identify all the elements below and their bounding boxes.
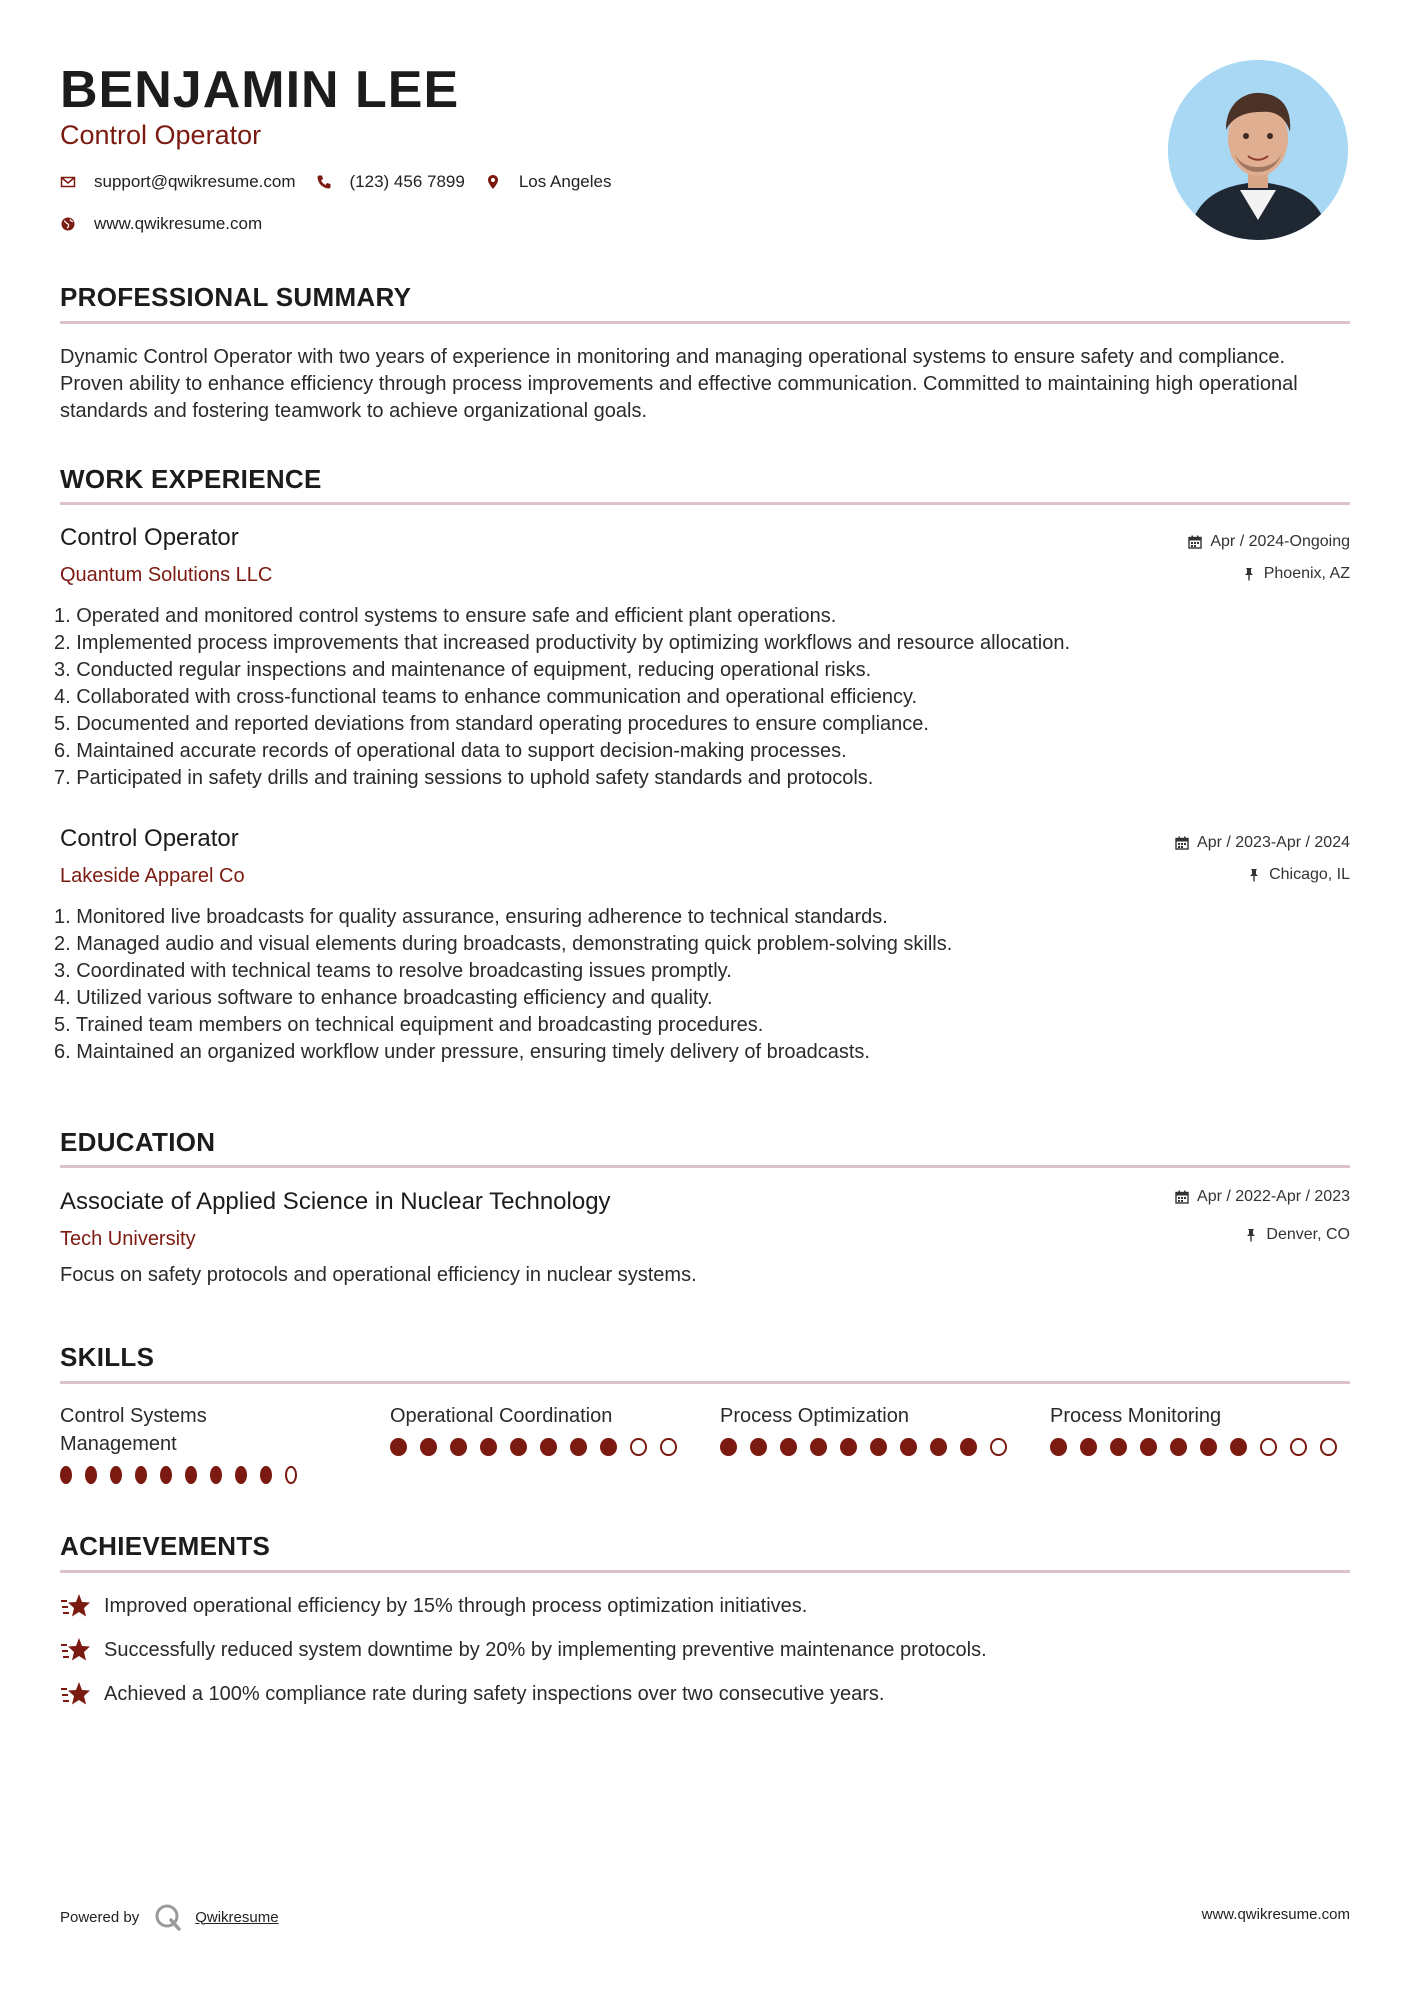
skill-name: Process Optimization xyxy=(720,1405,909,1427)
job-title: Control Operator xyxy=(60,524,239,551)
school-name: Tech University xyxy=(60,1228,196,1250)
rating-dot-filled xyxy=(160,1466,172,1484)
rating-dot-empty xyxy=(1320,1438,1337,1456)
list-item: 1. Operated and monitored control systems to ensure safe and efficient plant operations. xyxy=(54,605,837,627)
skill-name: Control Systems Management xyxy=(60,1405,207,1455)
rating-dot-filled xyxy=(1140,1438,1157,1456)
footer-website-link[interactable]: www.qwikresume.com xyxy=(1201,1906,1350,1923)
list-item: 3. Coordinated with technical teams to resolve broadcasting issues promptly. xyxy=(54,960,732,982)
rating-dot-filled xyxy=(510,1438,527,1456)
star-award-icon xyxy=(60,1592,92,1620)
rating-dot-filled xyxy=(1080,1438,1097,1456)
list-item: 4. Collaborated with cross-functional teams to enhance communication and operational efficiency. xyxy=(54,686,918,708)
rating-dot-empty xyxy=(630,1438,647,1456)
list-item: 5. Documented and reported deviations from standard operating procedures to ensure compliance. xyxy=(54,713,929,735)
experience-divider xyxy=(60,502,1350,505)
skill-rating xyxy=(720,1438,1020,1456)
job-location xyxy=(1242,565,1350,583)
rating-dot-filled xyxy=(870,1438,887,1456)
rating-dot-filled xyxy=(840,1438,857,1456)
rating-dot-filled xyxy=(135,1466,147,1484)
education-dates xyxy=(1175,1188,1350,1206)
list-item: 5. Trained team members on technical equipment and broadcasting procedures. xyxy=(54,1014,764,1036)
summary-divider xyxy=(60,321,1350,324)
rating-dot-filled xyxy=(420,1438,437,1456)
rating-dot-empty xyxy=(1260,1438,1277,1456)
location-text: Los Angeles xyxy=(518,172,612,191)
rating-dot-filled xyxy=(600,1438,617,1456)
rating-dot-filled xyxy=(235,1466,247,1484)
summary-heading: PROFESSIONAL SUMMARY xyxy=(60,282,412,312)
rating-dot-filled xyxy=(1050,1438,1067,1456)
job-bullets xyxy=(54,904,1350,1066)
achievements-heading: ACHIEVEMENTS xyxy=(60,1531,271,1561)
profile-photo xyxy=(1168,60,1348,240)
qwikresume-link[interactable]: Qwikresume xyxy=(195,1908,279,1926)
phone-text: (123) 456 7899 xyxy=(349,172,465,191)
job-company: Quantum Solutions LLC xyxy=(60,564,273,586)
candidate-role: Control Operator xyxy=(60,120,262,150)
achievement-item xyxy=(60,1592,807,1620)
education-heading: EDUCATION xyxy=(60,1127,216,1157)
calendar-icon xyxy=(1175,836,1189,850)
pushpin-icon xyxy=(1244,1228,1258,1242)
skill-name: Process Monitoring xyxy=(1050,1405,1222,1427)
contact-row-secondary xyxy=(60,214,282,234)
list-item: 3. Conducted regular inspections and maintenance of equipment, reducing operational risks. xyxy=(54,659,872,681)
achievement-text: Improved operational efficiency by 15% through process optimization initiatives. xyxy=(104,1594,808,1617)
rating-dot-filled xyxy=(450,1438,467,1456)
job-location-text: Chicago, IL xyxy=(1269,866,1350,883)
skill-item xyxy=(60,1402,310,1484)
powered-by-label: Powered by xyxy=(60,1908,140,1926)
job-dates xyxy=(1175,834,1350,852)
job-dates-text: Apr / 2024-Ongoing xyxy=(1210,533,1350,550)
rating-dot-empty xyxy=(660,1438,677,1456)
rating-dot-filled xyxy=(390,1438,407,1456)
job-company: Lakeside Apparel Co xyxy=(60,865,245,887)
rating-dot-filled xyxy=(900,1438,917,1456)
calendar-icon xyxy=(1175,1190,1189,1204)
job-bullets xyxy=(54,603,1350,792)
rating-dot-filled xyxy=(110,1466,122,1484)
rating-dot-filled xyxy=(210,1466,222,1484)
phone-icon xyxy=(316,174,332,190)
skill-item xyxy=(390,1402,690,1456)
map-pin-icon xyxy=(485,174,501,190)
contact-location xyxy=(485,172,612,192)
education-divider xyxy=(60,1165,1350,1168)
education-dates-text: Apr / 2022-Apr / 2023 xyxy=(1197,1188,1350,1205)
rating-dot-filled xyxy=(260,1466,272,1484)
pushpin-icon xyxy=(1242,567,1256,581)
job-title: Control Operator xyxy=(60,825,239,852)
calendar-icon xyxy=(1188,535,1202,549)
education-location-text: Denver, CO xyxy=(1266,1226,1350,1243)
skill-rating xyxy=(1050,1438,1350,1456)
skill-rating xyxy=(60,1466,310,1484)
skill-name: Operational Coordination xyxy=(390,1405,613,1427)
achievement-text: Achieved a 100% compliance rate during safety inspections over two consecutive years. xyxy=(104,1682,885,1705)
star-award-icon xyxy=(60,1680,92,1708)
rating-dot-filled xyxy=(570,1438,587,1456)
rating-dot-filled xyxy=(185,1466,197,1484)
email-text: support@qwikresume.com xyxy=(94,172,296,191)
skills-divider xyxy=(60,1381,1350,1384)
contact-row-primary xyxy=(60,172,631,192)
achievement-item xyxy=(60,1636,987,1664)
rating-dot-filled xyxy=(540,1438,557,1456)
list-item: 6. Maintained accurate records of operational data to support decision-making processes. xyxy=(54,740,847,762)
achievement-text: Successfully reduced system downtime by 20% by implementing preventive maintenance protocols. xyxy=(104,1638,987,1661)
rating-dot-filled xyxy=(780,1438,797,1456)
rating-dot-empty xyxy=(285,1466,297,1484)
experience-heading: WORK EXPERIENCE xyxy=(60,464,322,494)
job-dates-text: Apr / 2023-Apr / 2024 xyxy=(1197,834,1350,851)
rating-dot-filled xyxy=(1170,1438,1187,1456)
skill-item xyxy=(1050,1402,1350,1456)
list-item: 4. Utilized various software to enhance broadcasting efficiency and quality. xyxy=(54,987,713,1009)
achievements-divider xyxy=(60,1570,1350,1573)
rating-dot-filled xyxy=(750,1438,767,1456)
list-item: 2. Implemented process improvements that increased productivity by optimizing workflows and resource allocation. xyxy=(54,632,1071,654)
job-location xyxy=(1247,866,1350,884)
rating-dot-filled xyxy=(85,1466,97,1484)
rating-dot-empty xyxy=(1290,1438,1307,1456)
list-item: 6. Maintained an organized workflow under pressure, ensuring timely delivery of broadcasts. xyxy=(54,1041,870,1063)
rating-dot-filled xyxy=(930,1438,947,1456)
job-dates xyxy=(1188,533,1350,551)
rating-dot-filled xyxy=(1230,1438,1247,1456)
contact-email[interactable] xyxy=(60,172,296,192)
list-item: 2. Managed audio and visual elements during broadcasts, demonstrating quick problem-solving skills. xyxy=(54,933,953,955)
rating-dot-empty xyxy=(990,1438,1007,1456)
star-award-icon xyxy=(60,1636,92,1664)
education-location xyxy=(1244,1226,1350,1244)
contact-website[interactable] xyxy=(60,214,262,234)
rating-dot-filled xyxy=(810,1438,827,1456)
globe-icon xyxy=(60,216,76,232)
rating-dot-filled xyxy=(60,1466,72,1484)
qwikresume-logo-icon xyxy=(153,1902,183,1932)
achievement-item xyxy=(60,1680,884,1708)
rating-dot-filled xyxy=(1110,1438,1127,1456)
job-location-text: Phoenix, AZ xyxy=(1263,565,1350,582)
list-item: 1. Monitored live broadcasts for quality assurance, ensuring adherence to technical standards. xyxy=(54,906,888,928)
summary-text: Dynamic Control Operator with two years of experience in monitoring and managing operational systems to ensure safety and compliance. Proven ability to enhance efficiency through process improvements and effective communication. Committed to maintaining high operational standards and fostering teamwork to achieve organizational goals. xyxy=(60,346,1298,422)
website-text: www.qwikresume.com xyxy=(94,214,263,233)
envelope-icon xyxy=(60,174,76,190)
skills-heading: SKILLS xyxy=(60,1342,155,1372)
rating-dot-filled xyxy=(1200,1438,1217,1456)
rating-dot-filled xyxy=(720,1438,737,1456)
list-item: 7. Participated in safety drills and training sessions to uphold safety standards and protocols. xyxy=(54,767,874,789)
pushpin-icon xyxy=(1247,868,1261,882)
candidate-name: BENJAMIN LEE xyxy=(60,61,460,119)
skill-rating xyxy=(390,1438,690,1456)
skill-item xyxy=(720,1402,1020,1456)
contact-phone[interactable] xyxy=(316,172,465,192)
education-description: Focus on safety protocols and operational efficiency in nuclear systems. xyxy=(60,1264,697,1286)
rating-dot-filled xyxy=(480,1438,497,1456)
degree-title: Associate of Applied Science in Nuclear Technology xyxy=(60,1188,611,1215)
rating-dot-filled xyxy=(960,1438,977,1456)
footer-powered-by xyxy=(60,1902,279,1932)
